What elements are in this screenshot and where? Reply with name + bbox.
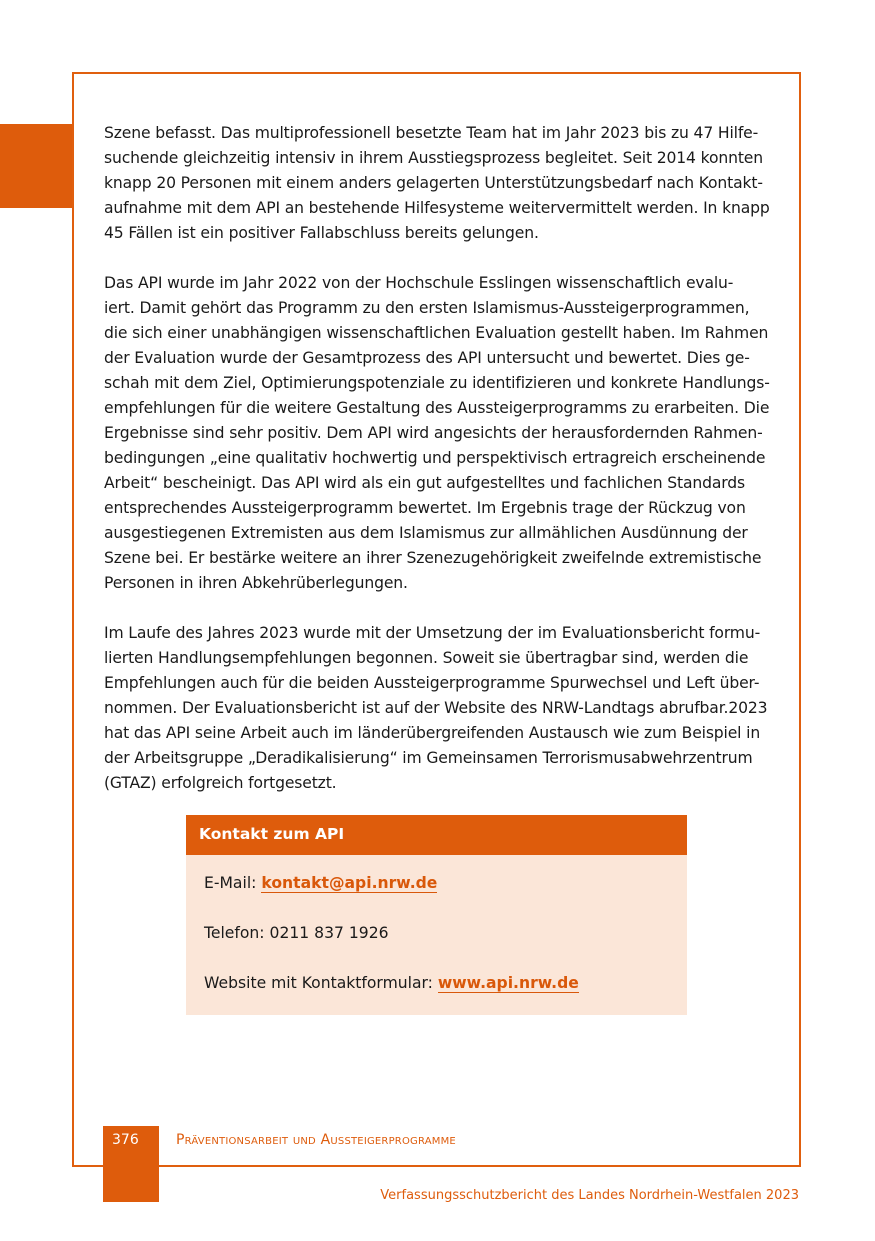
text-line: Szene bei. Er bestärke weitere an ihrer Szenezugehörigkeit zweifelnde extremistische bbox=[104, 549, 762, 567]
contact-phone-line: Telefon: 0211 837 1926 bbox=[204, 924, 389, 942]
text-line: suchende gleichzeitig intensiv in ihrem Ausstiegsprozess begleitet. Seit 2014 konnten bbox=[104, 149, 763, 167]
text-line: Ergebnisse sind sehr positiv. Dem API wird angesichts der herausfordernden Rahmen- bbox=[104, 424, 763, 442]
page-number: 376 bbox=[112, 1132, 139, 1148]
text-line: Personen in ihren Abkehrüberlegungen. bbox=[104, 574, 408, 592]
contact-box-title: Kontakt zum API bbox=[186, 815, 687, 855]
text-line: hat das API seine Arbeit auch im länderübergreifenden Austausch wie zum Beispiel in bbox=[104, 724, 761, 742]
report-title: Verfassungsschutzbericht des Landes Nordrhein-Westfalen 2023 bbox=[380, 1188, 799, 1203]
paragraph-1 bbox=[104, 121, 772, 246]
text-line: bedingungen „eine qualitativ hochwertig und perspektivisch ertragreich erscheinende bbox=[104, 449, 766, 467]
text-line: Im Laufe des Jahres 2023 wurde mit der Umsetzung der im Evaluationsbericht formu- bbox=[104, 624, 761, 642]
contact-email-line bbox=[204, 871, 437, 896]
email-link[interactable]: kontakt@api.nrw.de bbox=[261, 874, 438, 892]
text-line: Arbeit“ bescheinigt. Das API wird als ein gut aufgestelltes und fachlichen Standards bbox=[104, 474, 745, 492]
text-line: schah mit dem Ziel, Optimierungspotenziale zu identifizieren und konkrete Handlungs- bbox=[104, 374, 770, 392]
text-line: entsprechendes Aussteigerprogramm bewertet. Im Ergebnis trage der Rückzug von bbox=[104, 499, 746, 517]
text-line: iert. Damit gehört das Programm zu den ersten Islamismus-Aussteigerprogrammen, bbox=[104, 299, 750, 317]
text-line: Empfehlungen auch für die beiden Aussteigerprogramme Spurwechsel und Left über- bbox=[104, 674, 760, 692]
paragraph-3 bbox=[104, 621, 772, 796]
contact-box bbox=[186, 815, 687, 1015]
text-line: (GTAZ) erfolgreich fortgesetzt. bbox=[104, 774, 337, 792]
text-line: die sich einer unabhängigen wissenschaftlichen Evaluation gestellt haben. Im Rahmen bbox=[104, 324, 769, 342]
side-tab-marker bbox=[0, 124, 74, 208]
text-line: lierten Handlungsempfehlungen begonnen. Soweit sie übertragbar sind, werden die bbox=[104, 649, 749, 667]
text-line: Szene befasst. Das multiprofessionell besetzte Team hat im Jahr 2023 bis zu 47 Hilfe- bbox=[104, 124, 759, 142]
running-section-title: Präventionsarbeit und Aussteigerprogramme bbox=[176, 1132, 456, 1148]
website-label: Website mit Kontaktformular: bbox=[204, 974, 438, 992]
contact-website-line bbox=[204, 971, 579, 996]
text-line: knapp 20 Personen mit einem anders gelagerten Unterstützungsbedarf nach Kontakt- bbox=[104, 174, 763, 192]
website-link[interactable]: www.api.nrw.de bbox=[437, 974, 579, 992]
text-line: ausgestiegenen Extremisten aus dem Islamismus zur allmählichen Ausdünnung der bbox=[104, 524, 748, 542]
paragraph-2 bbox=[104, 271, 772, 596]
text-line: der Arbeitsgruppe „Deradikalisierung“ im Gemeinsamen Terrorismusabwehrzentrum bbox=[104, 749, 753, 767]
text-line: empfehlungen für die weitere Gestaltung des Aussteigerprogramms zu erarbeiten. Die bbox=[104, 399, 770, 417]
text-line: 45 Fällen ist ein positiver Fallabschluss bereits gelungen. bbox=[104, 224, 539, 242]
text-line: aufnahme mit dem API an bestehende Hilfesysteme weitervermittelt werden. In knapp bbox=[104, 199, 770, 217]
text-line: der Evaluation wurde der Gesamtprozess des API untersucht und bewertet. Dies ge- bbox=[104, 349, 750, 367]
body-text bbox=[104, 121, 772, 821]
email-label: E-Mail: bbox=[204, 874, 262, 892]
text-line: nommen. Der Evaluationsbericht ist auf der Website des NRW-Landtags abrufbar.2023 bbox=[104, 699, 768, 717]
text-line: Das API wurde im Jahr 2022 von der Hochschule Esslingen wissenschaftlich evalu- bbox=[104, 274, 734, 292]
